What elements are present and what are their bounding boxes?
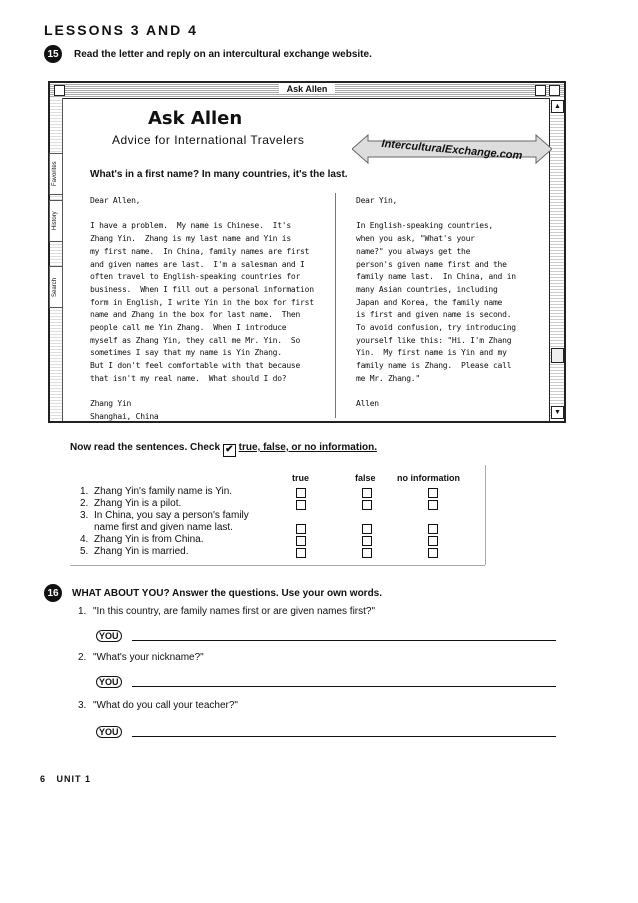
page-number: 6 [40,774,47,784]
checkbox-2-false[interactable] [362,500,372,510]
column-true: true [292,473,310,483]
statement-num-1: 1. [80,486,89,497]
statement-num-5: 5. [80,546,89,557]
letter-right-line: is first and given name is second. [356,310,512,320]
checkbox-3-true[interactable] [296,524,306,534]
unit-label: UNIT 1 [56,774,92,784]
lesson-title: LESSONS 3 AND 4 [44,22,198,38]
question-text-2: "What's your nickname?" [93,652,204,663]
question-num-1: 1. [78,606,87,617]
letter-left-line: often travel to English-speaking countries for [90,272,301,282]
letter-left-line: my first name. In China, family names are first [90,246,310,256]
check-instruction [70,442,377,457]
checkbox-3-false[interactable] [362,524,372,534]
you-label-2: YOU [96,676,122,688]
letter-left-line: sometimes I say that my name is Yin Zhang. [90,348,282,358]
letter-left-line [90,208,314,221]
letter-left-line: Shanghai, China [90,411,159,421]
column-false: false [355,473,376,483]
column-no-information: no information [397,473,460,483]
site-title: Ask Allen [148,108,243,129]
statement-text-5: Zhang Yin is married. [94,546,189,557]
letter-left-line: form in English, I write Yin in the box for first [90,297,314,307]
letter-left-line: that isn't my real name. What should I do? [90,373,287,383]
scroll-up-icon[interactable]: ▲ [551,100,564,113]
answer-line-3[interactable] [132,736,556,737]
answer-line-1[interactable] [132,640,556,641]
checkbox-1-no-information[interactable] [428,488,438,498]
letter-right-line: many Asian countries, including [356,284,498,294]
zoom-box-icon[interactable] [535,85,546,96]
checkbox-2-true[interactable] [296,500,306,510]
checkbox-1-false[interactable] [362,488,372,498]
letter-right-line: family name is Zhang. Please call [356,361,512,371]
letter-left-line: business. When I fill out a personal information [90,284,314,294]
check-instruction-prefix: Now read the sentences. Check [70,442,221,453]
letter-left-line: Dear Allen, [90,196,141,205]
check-instruction-options: true, false, or no information. [238,442,377,453]
checkbox-5-false[interactable] [362,548,372,558]
sidebar-tab-favorites[interactable]: Favorites [49,153,63,195]
check-mark-icon: ✔ [223,444,236,457]
site-subtitle: Advice for International Travelers [112,133,305,147]
statement-text-1: Zhang Yin's family name is Yin. [94,486,233,497]
answer-line-2[interactable] [132,686,556,687]
letter-left-line [90,386,314,399]
collapse-box-icon[interactable] [549,85,560,96]
question-num-3: 3. [78,700,87,711]
letter-left-line: name and Zhang in the box for last name. Then [90,310,301,320]
letter-right-line: Yin. My first name is Yin and my [356,348,507,358]
question-text-1: "In this country, are family names first or are given names first?" [93,606,376,617]
reply-from-allen [356,195,516,411]
checkbox-4-false[interactable] [362,536,372,546]
letter-right-line: Japan and Korea, the family name [356,297,503,307]
letter-right-line: when you ask, "What's your [356,234,475,244]
letter-right-line: To avoid confusion, try introducing [356,323,516,333]
question-text-3: "What do you call your teacher?" [93,700,238,711]
question-num-2: 2. [78,652,87,663]
table-bottom-border [70,565,485,566]
checkbox-3-no-information[interactable] [428,524,438,534]
letter-right-line: name?" you always get the [356,246,471,256]
checkbox-1-true[interactable] [296,488,306,498]
letter-left-line: But I don't feel comfortable with that because [90,361,301,371]
logo-text: InterculturalExchange.com [381,137,523,163]
letter-right-line: family name last. In China, and in [356,272,516,282]
letter-from-zhang [90,195,314,424]
exercise-15-badge: 15 [44,45,62,63]
letter-right-line: person's given name first and the [356,259,507,269]
letter-left-line: I have a problem. My name is Chinese. It's [90,221,291,231]
browser-sidebar [50,98,63,421]
window-titlebar [50,83,564,99]
window-title: Ask Allen [279,84,336,94]
letter-left-line: and given names are last. I'm a salesman and I [90,259,305,269]
statement-text-3: In China, you say a person's family name first and given name last. [94,510,249,533]
you-label-3: YOU [96,726,122,738]
close-box-icon[interactable] [54,85,65,96]
statement-num-2: 2. [80,498,89,509]
letter-right-line: me Mr. Zhang." [356,373,420,383]
letter-right-line [356,208,516,221]
you-label-1: YOU [96,630,122,642]
checkbox-4-no-information[interactable] [428,536,438,546]
exercise-16-instruction: WHAT ABOUT YOU? Answer the questions. Use your own words. [72,588,383,599]
letter-right-line: In English-speaking countries, [356,221,493,231]
site-header [70,103,548,173]
sidebar-tab-history[interactable]: History [49,200,63,242]
table-right-border [485,465,486,565]
letter-right-line [356,386,516,399]
statement-num-3: 3. [80,510,89,521]
letter-left-line: Zhang Yin [90,399,132,409]
scroll-down-icon[interactable]: ▼ [551,406,564,419]
letter-left-line: myself as Zhang Yin, they call me Mr. Yin. So [90,335,301,345]
sidebar-tab-search[interactable]: Search [49,266,63,308]
checkbox-5-true[interactable] [296,548,306,558]
article-question: What's in a first name? In many countries, it's the last. [90,169,348,180]
exercise-15-instruction: Read the letter and reply on an intercultural exchange website. [74,49,372,60]
letter-right-line: Allen [356,399,379,409]
checkbox-4-true[interactable] [296,536,306,546]
statement-text-4: Zhang Yin is from China. [94,534,204,545]
checkbox-5-no-information[interactable] [428,548,438,558]
statement-num-4: 4. [80,534,89,545]
letter-left-line: people call me Yin Zhang. When I introduce [90,323,287,333]
scroll-thumb[interactable] [551,348,564,363]
letter-right-line: yourself like this: "Hi. I'm Zhang [356,335,512,345]
site-logo [352,131,552,167]
page-footer [40,774,91,784]
letter-left-line: Zhang Yin. Zhang is my last name and Yin is [90,234,291,244]
statement-text-2: Zhang Yin is a pilot. [94,498,182,509]
letters-divider [335,193,336,418]
checkbox-2-no-information[interactable] [428,500,438,510]
letter-right-line: Dear Yin, [356,196,398,205]
browser-window [48,81,566,423]
exercise-16-badge: 16 [44,584,62,602]
